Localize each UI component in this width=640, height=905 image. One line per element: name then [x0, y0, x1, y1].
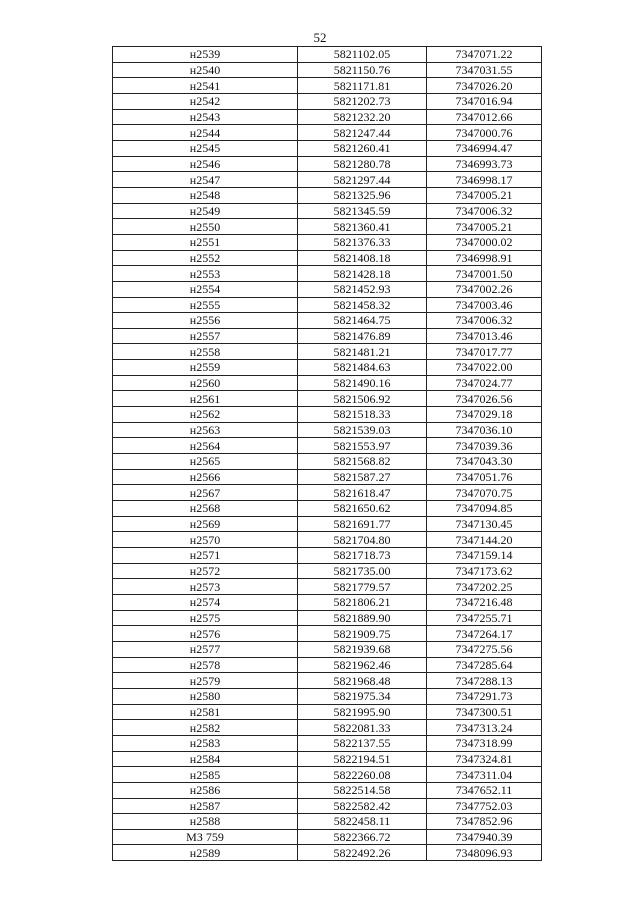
table-row — [113, 735, 542, 751]
y-coordinate-cell: 7347013.46 — [427, 328, 542, 344]
x-coordinate-cell: 5821909.75 — [298, 626, 427, 642]
y-coordinate-cell: 7347071.22 — [427, 47, 542, 63]
point-id-cell: н2556 — [113, 313, 298, 329]
x-coordinate-cell: 5821481.21 — [298, 344, 427, 360]
y-coordinate-cell: 7347051.76 — [427, 469, 542, 485]
y-coordinate-cell: 7347016.94 — [427, 93, 542, 109]
point-id-cell: н2553 — [113, 266, 298, 282]
x-coordinate-cell: 5822194.51 — [298, 751, 427, 767]
y-coordinate-cell: 7347005.21 — [427, 187, 542, 203]
point-id-cell: н2558 — [113, 344, 298, 360]
y-coordinate-cell: 7347003.46 — [427, 297, 542, 313]
x-coordinate-cell: 5822582.42 — [298, 798, 427, 814]
x-coordinate-cell: 5821484.63 — [298, 360, 427, 376]
x-coordinate-cell: 5821939.68 — [298, 641, 427, 657]
table-row — [113, 485, 542, 501]
x-coordinate-cell: 5821518.33 — [298, 407, 427, 423]
x-coordinate-cell: 5822458.11 — [298, 814, 427, 830]
table-row — [113, 454, 542, 470]
x-coordinate-cell: 5821376.33 — [298, 234, 427, 250]
table-row — [113, 767, 542, 783]
y-coordinate-cell: 7347291.73 — [427, 688, 542, 704]
point-id-cell: н2587 — [113, 798, 298, 814]
x-coordinate-cell: 5821568.82 — [298, 454, 427, 470]
table-row — [113, 391, 542, 407]
point-id-cell: н2545 — [113, 140, 298, 156]
coordinates-table — [112, 46, 542, 861]
table-row — [113, 626, 542, 642]
table-row — [113, 845, 542, 861]
point-id-cell: н2586 — [113, 782, 298, 798]
table-row — [113, 172, 542, 188]
point-id-cell: н2559 — [113, 360, 298, 376]
table-row — [113, 203, 542, 219]
point-id-cell: н2554 — [113, 281, 298, 297]
x-coordinate-cell: 5821232.20 — [298, 109, 427, 125]
x-coordinate-cell: 5821428.18 — [298, 266, 427, 282]
point-id-cell: н2543 — [113, 109, 298, 125]
table-row — [113, 266, 542, 282]
table-row — [113, 516, 542, 532]
point-id-cell: н2585 — [113, 767, 298, 783]
x-coordinate-cell: 5821102.05 — [298, 47, 427, 63]
point-id-cell: н2569 — [113, 516, 298, 532]
point-id-cell: н2579 — [113, 673, 298, 689]
x-coordinate-cell: 5821735.00 — [298, 563, 427, 579]
x-coordinate-cell: 5822137.55 — [298, 735, 427, 751]
y-coordinate-cell: 7348096.93 — [427, 845, 542, 861]
x-coordinate-cell: 5821325.96 — [298, 187, 427, 203]
point-id-cell: н2565 — [113, 454, 298, 470]
x-coordinate-cell: 5821806.21 — [298, 594, 427, 610]
table-row — [113, 109, 542, 125]
table-row — [113, 610, 542, 626]
point-id-cell: н2571 — [113, 548, 298, 564]
y-coordinate-cell: 7347652.11 — [427, 782, 542, 798]
table-row — [113, 532, 542, 548]
x-coordinate-cell: 5821150.76 — [298, 62, 427, 78]
y-coordinate-cell: 7347031.55 — [427, 62, 542, 78]
x-coordinate-cell: 5822514.58 — [298, 782, 427, 798]
x-coordinate-cell: 5822492.26 — [298, 845, 427, 861]
point-id-cell: н2581 — [113, 704, 298, 720]
point-id-cell: н2567 — [113, 485, 298, 501]
x-coordinate-cell: 5821458.32 — [298, 297, 427, 313]
x-coordinate-cell: 5821587.27 — [298, 469, 427, 485]
table-row — [113, 156, 542, 172]
y-coordinate-cell: 7347264.17 — [427, 626, 542, 642]
table-row — [113, 62, 542, 78]
x-coordinate-cell: 5822366.72 — [298, 829, 427, 845]
y-coordinate-cell: 7347000.76 — [427, 125, 542, 141]
point-id-cell: н2570 — [113, 532, 298, 548]
y-coordinate-cell: 7347144.20 — [427, 532, 542, 548]
y-coordinate-cell: 7347752.03 — [427, 798, 542, 814]
table-row — [113, 250, 542, 266]
table-row — [113, 469, 542, 485]
x-coordinate-cell: 5822081.33 — [298, 720, 427, 736]
x-coordinate-cell: 5821718.73 — [298, 548, 427, 564]
y-coordinate-cell: 7347852.96 — [427, 814, 542, 830]
x-coordinate-cell: 5821618.47 — [298, 485, 427, 501]
y-coordinate-cell: 7347275.56 — [427, 641, 542, 657]
point-id-cell: н2549 — [113, 203, 298, 219]
y-coordinate-cell: 7347288.13 — [427, 673, 542, 689]
table-row — [113, 360, 542, 376]
x-coordinate-cell: 5821968.48 — [298, 673, 427, 689]
table-row — [113, 782, 542, 798]
table-row — [113, 281, 542, 297]
y-coordinate-cell: 7347029.18 — [427, 407, 542, 423]
point-id-cell: н2576 — [113, 626, 298, 642]
x-coordinate-cell: 5821345.59 — [298, 203, 427, 219]
y-coordinate-cell: 7347006.32 — [427, 313, 542, 329]
coordinates-table-body — [113, 47, 542, 861]
point-id-cell: н2574 — [113, 594, 298, 610]
point-id-cell: н2541 — [113, 78, 298, 94]
y-coordinate-cell: 7346993.73 — [427, 156, 542, 172]
y-coordinate-cell: 7347130.45 — [427, 516, 542, 532]
x-coordinate-cell: 5821408.18 — [298, 250, 427, 266]
table-row — [113, 187, 542, 203]
y-coordinate-cell: 7347005.21 — [427, 219, 542, 235]
x-coordinate-cell: 5821539.03 — [298, 422, 427, 438]
point-id-cell: н2575 — [113, 610, 298, 626]
y-coordinate-cell: 7346998.17 — [427, 172, 542, 188]
table-row — [113, 344, 542, 360]
x-coordinate-cell: 5821171.81 — [298, 78, 427, 94]
y-coordinate-cell: 7347940.39 — [427, 829, 542, 845]
table-row — [113, 688, 542, 704]
y-coordinate-cell: 7347313.24 — [427, 720, 542, 736]
x-coordinate-cell: 5821280.78 — [298, 156, 427, 172]
point-id-cell: н2557 — [113, 328, 298, 344]
y-coordinate-cell: 7347039.36 — [427, 438, 542, 454]
point-id-cell: н2568 — [113, 501, 298, 517]
y-coordinate-cell: 7347324.81 — [427, 751, 542, 767]
y-coordinate-cell: 7347000.02 — [427, 234, 542, 250]
x-coordinate-cell: 5821490.16 — [298, 375, 427, 391]
table-row — [113, 78, 542, 94]
x-coordinate-cell: 5821464.75 — [298, 313, 427, 329]
x-coordinate-cell: 5821247.44 — [298, 125, 427, 141]
y-coordinate-cell: 7346998.91 — [427, 250, 542, 266]
y-coordinate-cell: 7347017.77 — [427, 344, 542, 360]
point-id-cell: н2550 — [113, 219, 298, 235]
page-number: 52 — [313, 30, 327, 45]
y-coordinate-cell: 7347255.71 — [427, 610, 542, 626]
point-id-cell: н2584 — [113, 751, 298, 767]
y-coordinate-cell: 7347202.25 — [427, 579, 542, 595]
point-id-cell: н2544 — [113, 125, 298, 141]
table-row — [113, 375, 542, 391]
x-coordinate-cell: 5821962.46 — [298, 657, 427, 673]
y-coordinate-cell: 7347012.66 — [427, 109, 542, 125]
table-row — [113, 673, 542, 689]
table-row — [113, 422, 542, 438]
table-row — [113, 140, 542, 156]
x-coordinate-cell: 5821506.92 — [298, 391, 427, 407]
y-coordinate-cell: 7347036.10 — [427, 422, 542, 438]
point-id-cell: н2547 — [113, 172, 298, 188]
y-coordinate-cell: 7347300.51 — [427, 704, 542, 720]
point-id-cell: МЗ 759 — [113, 829, 298, 845]
y-coordinate-cell: 7347001.50 — [427, 266, 542, 282]
point-id-cell: н2566 — [113, 469, 298, 485]
table-row — [113, 125, 542, 141]
table-row — [113, 313, 542, 329]
point-id-cell: н2582 — [113, 720, 298, 736]
x-coordinate-cell: 5821202.73 — [298, 93, 427, 109]
y-coordinate-cell: 7347024.77 — [427, 375, 542, 391]
table-row — [113, 720, 542, 736]
table-row — [113, 579, 542, 595]
y-coordinate-cell: 7347002.26 — [427, 281, 542, 297]
y-coordinate-cell: 7347070.75 — [427, 485, 542, 501]
x-coordinate-cell: 5821975.34 — [298, 688, 427, 704]
x-coordinate-cell: 5821650.62 — [298, 501, 427, 517]
table-row — [113, 548, 542, 564]
point-id-cell: н2542 — [113, 93, 298, 109]
point-id-cell: н2577 — [113, 641, 298, 657]
table-row — [113, 501, 542, 517]
table-row — [113, 438, 542, 454]
table-row — [113, 829, 542, 845]
point-id-cell: н2548 — [113, 187, 298, 203]
table-row — [113, 563, 542, 579]
table-row — [113, 297, 542, 313]
x-coordinate-cell: 5821691.77 — [298, 516, 427, 532]
x-coordinate-cell: 5821452.93 — [298, 281, 427, 297]
y-coordinate-cell: 7347285.64 — [427, 657, 542, 673]
y-coordinate-cell: 7347026.20 — [427, 78, 542, 94]
table-row — [113, 751, 542, 767]
table-row — [113, 704, 542, 720]
point-id-cell: н2546 — [113, 156, 298, 172]
x-coordinate-cell: 5821553.97 — [298, 438, 427, 454]
x-coordinate-cell: 5821476.89 — [298, 328, 427, 344]
table-row — [113, 594, 542, 610]
y-coordinate-cell: 7347159.14 — [427, 548, 542, 564]
point-id-cell: н2560 — [113, 375, 298, 391]
point-id-cell: н2583 — [113, 735, 298, 751]
table-row — [113, 328, 542, 344]
y-coordinate-cell: 7347094.85 — [427, 501, 542, 517]
point-id-cell: н2562 — [113, 407, 298, 423]
x-coordinate-cell: 5822260.08 — [298, 767, 427, 783]
x-coordinate-cell: 5821995.90 — [298, 704, 427, 720]
y-coordinate-cell: 7347022.00 — [427, 360, 542, 376]
point-id-cell: н2540 — [113, 62, 298, 78]
point-id-cell: н2573 — [113, 579, 298, 595]
x-coordinate-cell: 5821260.41 — [298, 140, 427, 156]
point-id-cell: н2561 — [113, 391, 298, 407]
table-row — [113, 219, 542, 235]
table-row — [113, 641, 542, 657]
point-id-cell: н2588 — [113, 814, 298, 830]
y-coordinate-cell: 7347026.56 — [427, 391, 542, 407]
table-row — [113, 234, 542, 250]
x-coordinate-cell: 5821360.41 — [298, 219, 427, 235]
table-row — [113, 93, 542, 109]
x-coordinate-cell: 5821889.90 — [298, 610, 427, 626]
point-id-cell: н2552 — [113, 250, 298, 266]
y-coordinate-cell: 7347043.30 — [427, 454, 542, 470]
table-row — [113, 407, 542, 423]
point-id-cell: н2580 — [113, 688, 298, 704]
y-coordinate-cell: 7347216.48 — [427, 594, 542, 610]
point-id-cell: н2578 — [113, 657, 298, 673]
point-id-cell: н2572 — [113, 563, 298, 579]
point-id-cell: н2563 — [113, 422, 298, 438]
y-coordinate-cell: 7347173.62 — [427, 563, 542, 579]
table-row — [113, 814, 542, 830]
y-coordinate-cell: 7346994.47 — [427, 140, 542, 156]
table-row — [113, 47, 542, 63]
point-id-cell: н2551 — [113, 234, 298, 250]
table-row — [113, 657, 542, 673]
x-coordinate-cell: 5821779.57 — [298, 579, 427, 595]
y-coordinate-cell: 7347311.04 — [427, 767, 542, 783]
point-id-cell: н2539 — [113, 47, 298, 63]
y-coordinate-cell: 7347006.32 — [427, 203, 542, 219]
point-id-cell: н2564 — [113, 438, 298, 454]
x-coordinate-cell: 5821704.80 — [298, 532, 427, 548]
point-id-cell: н2589 — [113, 845, 298, 861]
x-coordinate-cell: 5821297.44 — [298, 172, 427, 188]
point-id-cell: н2555 — [113, 297, 298, 313]
y-coordinate-cell: 7347318.99 — [427, 735, 542, 751]
table-row — [113, 798, 542, 814]
